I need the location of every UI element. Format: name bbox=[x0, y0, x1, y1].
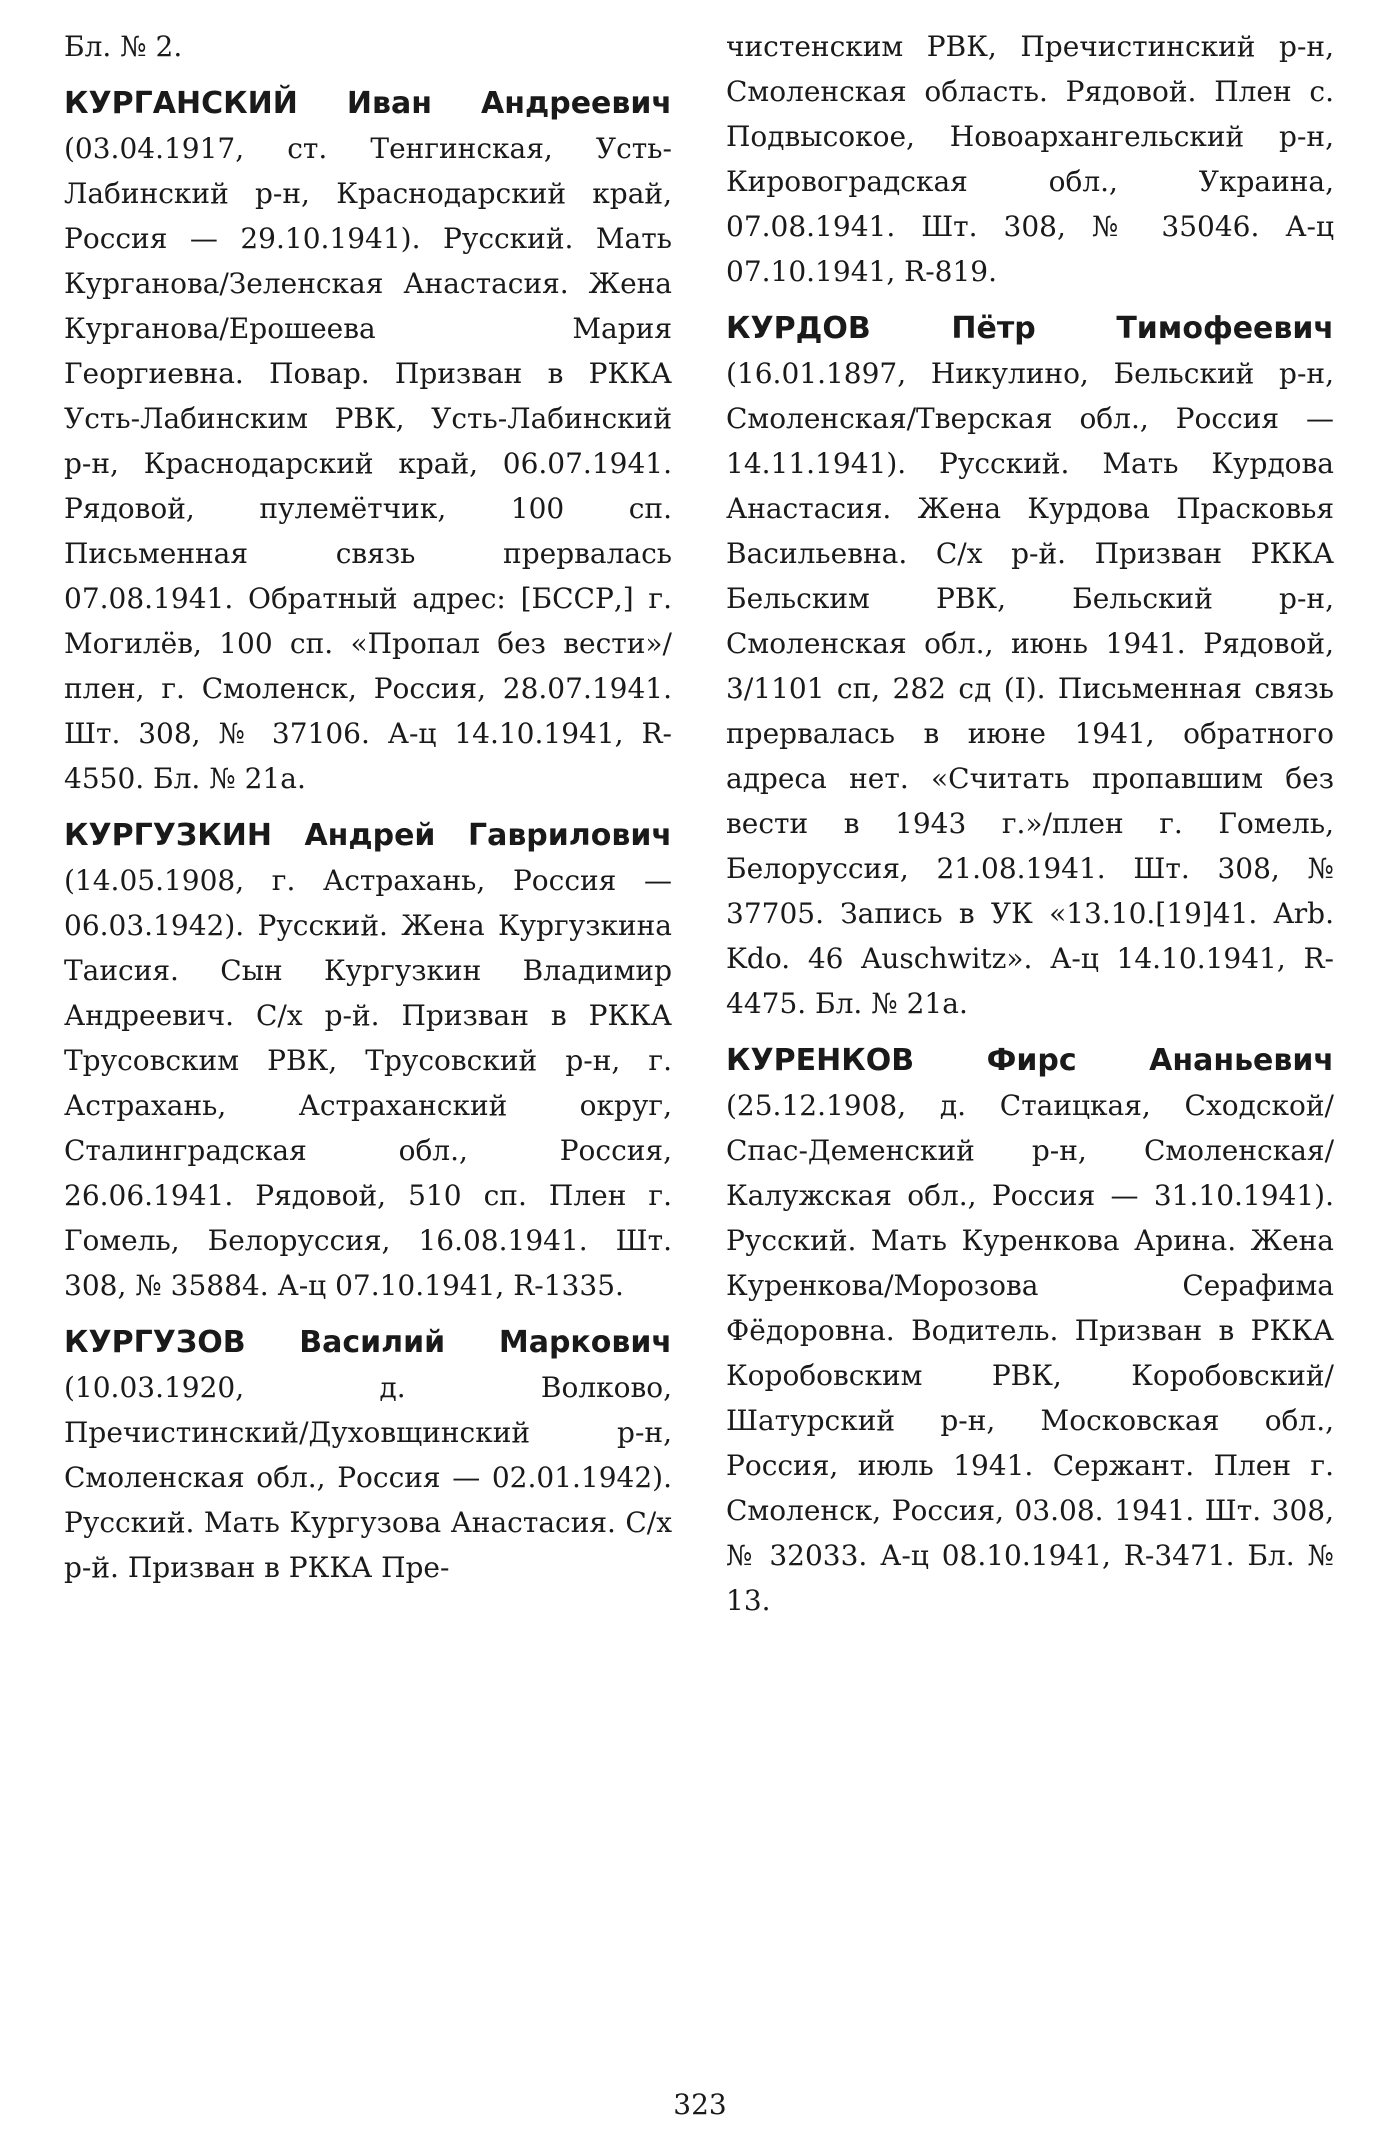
entry-kurdov bbox=[726, 306, 1334, 1026]
entry-continuation bbox=[64, 24, 672, 69]
entry-name: КУРДОВ Пётр Тимофеевич bbox=[726, 311, 1334, 346]
entry-text: (14.05.1908, г. Астрахань, Россия — 06.03.1942). Русский. Жена Кургузкина Таисия. Сын Кургузкин Владимир Андреевич. С/х р-й. Призван в РККА Трусовским РВК, Трусовский р-н, г. Астрахань, Астраханский округ, Сталинградская обл., Россия, 26.06.1941. Рядовой, 510 сп. Плен г. Гомель, Белоруссия, 16.08.1941. Шт. 308, № 35884. А-ц 07.10.1941, R-1335. bbox=[64, 864, 672, 1302]
text-columns bbox=[64, 24, 1334, 1635]
entry-text: (10.03.1920, д. Волково, Пречистинский/Духовщинский р-н, Смоленская обл., Россия — 02.01.1942). Русский. Мать Кургузова Анастасия. С/х р-й. Призван в РККА Пре- bbox=[64, 1371, 672, 1584]
entry-name: КУРГУЗОВ Василий Маркович bbox=[64, 1325, 672, 1360]
entry-kurguzov bbox=[64, 1320, 672, 1590]
entry-kurenkov bbox=[726, 1038, 1334, 1623]
right-column bbox=[726, 24, 1334, 1635]
entry-kurguzkin bbox=[64, 813, 672, 1308]
entry-text: Бл. № 2. bbox=[64, 30, 183, 63]
entry-text: (25.12.1908, д. Стаицкая, Сходской/Спас-Деменский р-н, Смоленская/Калужская обл., Россия — 31.10.1941). Русский. Мать Куренкова Арина. Жена Куренкова/Морозова Серафима Фёдоровна. Водитель. Призван в РККА Коробовским РВК, Коробовский/Шатурский р-н, Московская обл., Россия, июль 1941. Сержант. Плен г. Смоленск, Россия, 03.08. 1941. Шт. 308, № 32033. А-ц 08.10.1941, R-3471. Бл. № 13. bbox=[726, 1089, 1334, 1617]
entry-name: КУРГАНСКИЙ Иван Андреевич bbox=[64, 86, 672, 121]
entry-text: (03.04.1917, ст. Тенгинская, Усть-Лабинский р-н, Краснодарский край, Россия — 29.10.1941). Русский. Мать Курганова/Зеленская Анастасия. Жена Курганова/Ерошеева Мария Георгиевна. Повар. Призван в РККА Усть-Лабинским РВК, Усть-Лабинский р-н, Краснодарский край, 06.07.1941. Рядовой, пулемётчик, 100 сп. Письменная связь прервалась 07.08.1941. Обратный адрес: [БССР,] г. Могилёв, 100 сп. «Пропал без вести»/плен, г. Смоленск, Россия, 28.07.1941. Шт. 308, № 37106. А-ц 14.10.1941, R-4550. Бл. № 21а. bbox=[64, 132, 672, 795]
entry-kurgansky bbox=[64, 81, 672, 801]
left-column bbox=[64, 24, 672, 1635]
page-number: 323 bbox=[673, 2088, 727, 2121]
entry-text: (16.01.1897, Никулино, Бельский р-н, Смоленская/Тверская обл., Россия — 14.11.1941). Русский. Мать Курдова Анастасия. Жена Курдова Прасковья Васильевна. С/х р-й. Призван РККА Бельским РВК, Бельский р-н, Смоленская обл., июнь 1941. Рядовой, 3/1101 сп, 282 сд (I). Письменная связь прервалась в июне 1941, обратного адреса нет. «Считать пропавшим без вести в 1943 г.»/плен г. Гомель, Белоруссия, 21.08.1941. Шт. 308, № 37705. Запись в УК «13.10.[19]41. Arb. Kdo. 46 Auschwitz». А-ц 14.10.1941, R-4475. Бл. № 21а. bbox=[726, 357, 1334, 1020]
entry-name: КУРЕНКОВ Фирс Ананьевич bbox=[726, 1043, 1334, 1078]
entry-name: КУРГУЗКИН Андрей Гаврилович bbox=[64, 818, 672, 853]
entry-continuation bbox=[726, 24, 1334, 294]
entry-text: чистенским РВК, Пречистинский р-н, Смоленская область. Рядовой. Плен с. Подвысокое, Новоархангельский р-н, Кировоградская обл., Украина, 07.08.1941. Шт. 308, № 35046. А-ц 07.10.1941, R-819. bbox=[726, 30, 1334, 288]
